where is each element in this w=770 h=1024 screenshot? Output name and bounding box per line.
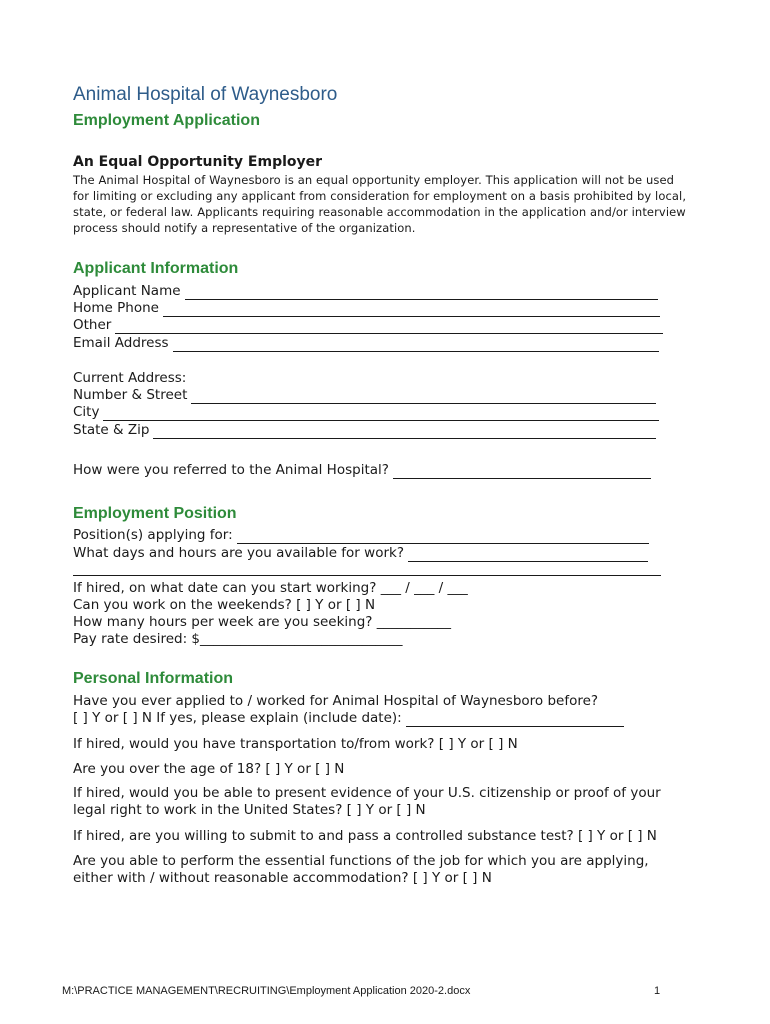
- applicant-section-heading: Applicant Information: [73, 260, 239, 277]
- footer-file-path: M:\PRACTICE MANAGEMENT\RECRUITING\Employment Application 2020-2.docx: [62, 985, 471, 997]
- eoe-heading: An Equal Opportunity Employer: [73, 154, 323, 170]
- availability-line[interactable]: [408, 549, 648, 562]
- pay-rate-question[interactable]: Pay rate desired: $______________________________: [73, 631, 403, 647]
- state-zip-line[interactable]: [153, 426, 656, 439]
- essential-functions-question-line1: Are you able to perform the essential functions of the job for which you are applying,: [73, 853, 649, 869]
- availability-label: What days and hours are you available for work?: [73, 545, 404, 561]
- drug-test-question[interactable]: If hired, are you willing to submit to and pass a controlled substance test? [ ] Y or [ ] N: [73, 828, 657, 844]
- hours-question[interactable]: How many hours per week are you seeking? ___________: [73, 614, 451, 630]
- city-line[interactable]: [103, 408, 659, 421]
- current-address-label: Current Address:: [73, 370, 187, 386]
- state-zip-field[interactable]: [73, 422, 656, 439]
- essential-functions-question-line2[interactable]: either with / without reasonable accommodation? [ ] Y or [ ] N: [73, 870, 492, 886]
- positions-applying-label: Position(s) applying for:: [73, 527, 233, 543]
- applied-before-answer-label[interactable]: [ ] Y or [ ] N If yes, please explain (include date):: [73, 710, 402, 726]
- applied-before-line[interactable]: [406, 714, 624, 727]
- state-zip-label: State & Zip: [73, 422, 150, 438]
- email-line[interactable]: [173, 339, 659, 352]
- street-field[interactable]: [73, 387, 656, 404]
- transportation-question[interactable]: If hired, would you have transportation to/from work? [ ] Y or [ ] N: [73, 736, 518, 752]
- applicant-name-line[interactable]: [185, 287, 658, 300]
- home-phone-field[interactable]: [73, 300, 660, 317]
- referral-label: How were you referred to the Animal Hospital?: [73, 462, 389, 478]
- street-label: Number & Street: [73, 387, 188, 403]
- eoe-statement: The Animal Hospital of Waynesboro is an equal opportunity employer. This application will not be used for limiting or excluding any applicant from consideration for employment on a basis prohibited by local, state, or federal law. Applicants requiring reasonable accommodation in the application and/or interview process should notify a representative of the organization.: [73, 173, 687, 235]
- other-phone-line[interactable]: [115, 321, 663, 334]
- availability-extra-line[interactable]: [73, 575, 661, 576]
- citizenship-question-line2[interactable]: legal right to work in the United States? [ ] Y or [ ] N: [73, 802, 426, 818]
- home-phone-line[interactable]: [163, 304, 660, 317]
- weekends-question[interactable]: Can you work on the weekends? [ ] Y or [ ] N: [73, 597, 376, 613]
- street-line[interactable]: [191, 391, 656, 404]
- page-number: 1: [654, 985, 661, 997]
- availability-field[interactable]: [73, 545, 648, 562]
- other-phone-label: Other: [73, 317, 112, 333]
- referral-field[interactable]: [73, 462, 651, 479]
- email-field[interactable]: [73, 335, 659, 352]
- page-subtitle: Employment Application: [73, 112, 260, 129]
- citizenship-question-line1: If hired, would you be able to present evidence of your U.S. citizenship or proof of your: [73, 785, 661, 801]
- referral-line[interactable]: [393, 466, 651, 479]
- positions-applying-line[interactable]: [237, 531, 649, 544]
- start-date-question[interactable]: If hired, on what date can you start working? ___ / ___ / ___: [73, 580, 468, 596]
- city-field[interactable]: [73, 404, 659, 421]
- applicant-name-field[interactable]: [73, 283, 658, 300]
- city-label: City: [73, 404, 100, 420]
- page-title: Animal Hospital of Waynesboro: [73, 84, 338, 105]
- applied-before-answer[interactable]: [73, 710, 624, 727]
- email-label: Email Address: [73, 335, 169, 351]
- age-question[interactable]: Are you over the age of 18? [ ] Y or [ ] N: [73, 761, 345, 777]
- applicant-name-label: Applicant Name: [73, 283, 181, 299]
- positions-applying-field[interactable]: [73, 527, 649, 544]
- position-section-heading: Employment Position: [73, 505, 237, 522]
- other-phone-field[interactable]: [73, 317, 663, 334]
- home-phone-label: Home Phone: [73, 300, 159, 316]
- applied-before-question: Have you ever applied to / worked for Animal Hospital of Waynesboro before?: [73, 693, 599, 709]
- personal-section-heading: Personal Information: [73, 670, 234, 687]
